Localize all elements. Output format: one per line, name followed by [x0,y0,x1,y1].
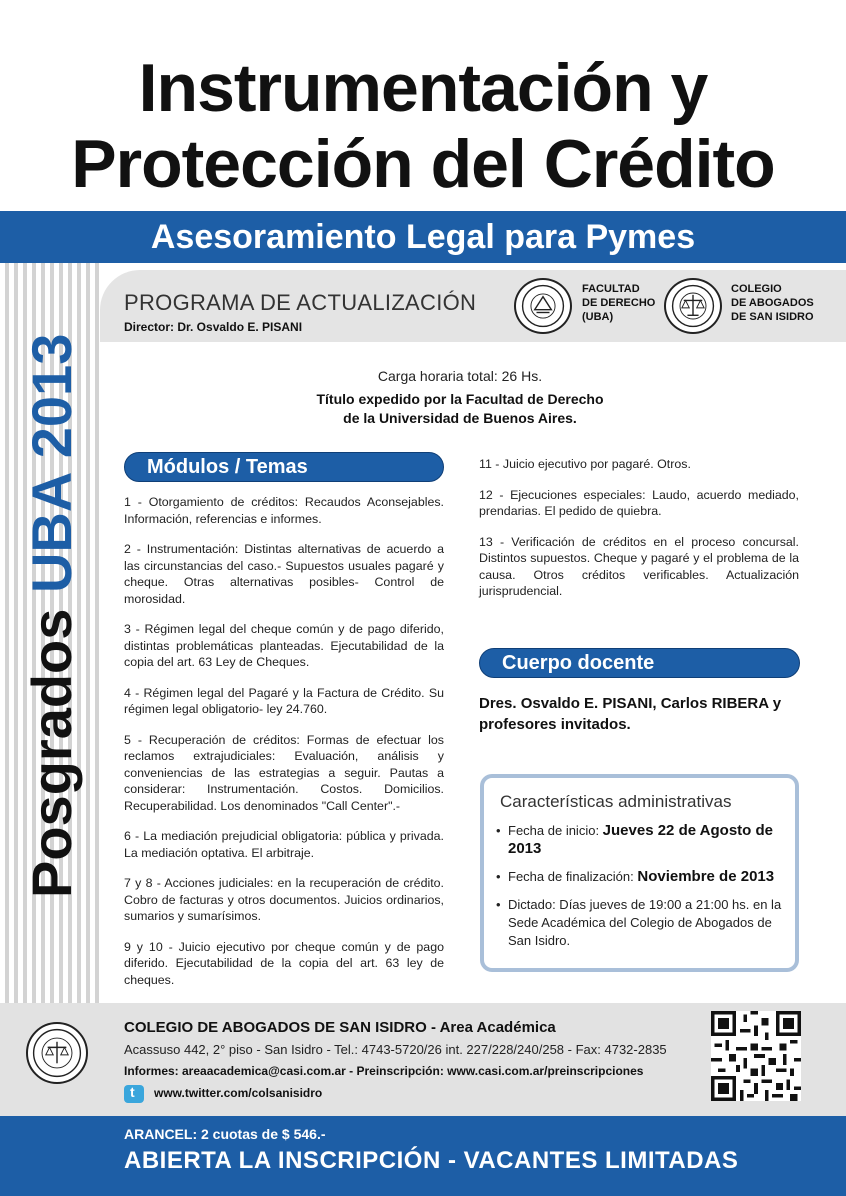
modulo-item: 2 - Instrumentación: Distintas alternativas de acuerdo a las circunstancias del caso.- Supuestos usuales pagaré y cheque. Otras alternativas posibles- Control de morosidad. [124,542,444,606]
twitter-icon [124,1085,144,1103]
docente-heading: Cuerpo docente [479,648,800,678]
qr-code-icon [711,1011,801,1101]
modulos-list-right [479,456,799,614]
uba-logo-icon [514,278,572,334]
arancel: ARANCEL: 2 cuotas de $ 546.- [124,1126,326,1142]
dictado: • Dictado: Días jueves de 19:00 a 21:00 hs. en la Sede Académica del Colegio de Abogados de San Isidro. [496,896,792,950]
subtitle: Asesoramiento Legal para Pymes [150,218,696,256]
fecha-inicio: • Fecha de inicio: Jueves 22 de Agosto de 2013 [496,822,792,858]
docente-names: Dres. Osvaldo E. PISANI, Carlos RIBERA y profesores invitados. [479,695,782,733]
uba-logo-text: FACULTAD DE DERECHO (UBA) [582,283,656,323]
inscripcion-abierta: ABIERTA LA INSCRIPCIÓN - VACANTES LIMITADAS [124,1147,739,1174]
modulo-item: 7 y 8 - Acciones judiciales: en la recuperación de crédito. Cobro de facturas y otros documentos. Juicios ordinarios, sumarios y sumarísimos. [124,876,444,923]
modulo-item: 6 - La mediación prejudicial obligatoria: pública y privada. La mediación optativa. El arbitraje. [124,829,444,860]
modulos-list-left [124,494,444,1002]
modulo-item: 9 y 10 - Juicio ejecutivo por cheque común y de pago diferido. Ejecutabilidad de la copia del art. 63 ley de cheques. [124,939,444,987]
main-title-line1: Instrumentación y [138,50,708,126]
program-name: PROGRAMA DE ACTUALIZACIÓN [124,290,477,315]
modulo-item: 3 - Régimen legal del cheque común y de pago diferido, distintas problemáticas planteadas. Ejecutabilidad de la copia del art. 63 Ley de Cheques. [124,622,444,669]
caracteristicas-heading: Características administrativas [500,792,732,811]
modulo-item: 5 - Recuperación de créditos: Formas de efectuar los reclamos extrajudiciales: Evaluación, análisis y conveniencias de las estrategias a seguir. Pautas a considerar: Instrumentación. Costos. Domicilios. Recuperabilidad. Los denominados "Call Center".- [124,732,444,813]
vertical-posgrados-label: Posgrados UBA 2013 [20,333,83,898]
colegio-logo-icon [664,278,722,334]
fecha-fin: • Fecha de finalización: Noviembre de 2013 [496,868,792,886]
subtitle-band [0,211,846,263]
footer-address: Acassuso 442, 2° piso - San Isidro - Tel.: 4743-5720/26 int. 227/228/240/258 - Fax: 4732-2835 [124,1042,667,1057]
modulo-item: 1 - Otorgamiento de créditos: Recaudos Aconsejables. Información, referencias e informes. [124,495,444,526]
footer-title: COLEGIO DE ABOGADOS DE SAN ISIDRO - Area Académica [124,1019,556,1036]
program-director: Director: Dr. Osvaldo E. PISANI [124,320,303,334]
caracteristicas-box [480,774,799,972]
carga-horaria: Carga horaria total: 26 Hs. [377,368,543,384]
colegio-logo-text: COLEGIO DE ABOGADOS DE SAN ISIDRO [731,283,814,323]
modulo-item: 12 - Ejecuciones especiales: Laudo, acuerdo mediado, prendarias. El pedido de quiebra. [479,487,799,518]
modulo-item: 13 - Verificación de créditos en el proceso concursal. Distintos supuestos. Cheque y pagaré y el problema de la causa. Otros créditos verificables. Actualización jurisprudencial. [479,534,799,598]
main-title-line2: Protección del Crédito [71,126,775,202]
modulos-heading: Módulos / Temas [124,452,444,482]
twitter-link[interactable]: www.twitter.com/colsanisidro [154,1086,323,1100]
footer-informes[interactable]: Informes: areaacademica@casi.com.ar - Preinscripción: www.casi.com.ar/preinscripciones [124,1064,644,1078]
colegio-seal-icon [26,1022,88,1084]
modulo-item: 11 - Juicio ejecutivo por pagaré. Otros. [479,457,691,471]
modulo-item: 4 - Régimen legal del Pagaré y la Factura de Crédito. Su régimen legal obligatorio- ley 24.760. [124,685,444,716]
titulo-expedido: Título expedido por la Facultad de Derecho de la Universidad de Buenos Aires. [316,391,604,426]
